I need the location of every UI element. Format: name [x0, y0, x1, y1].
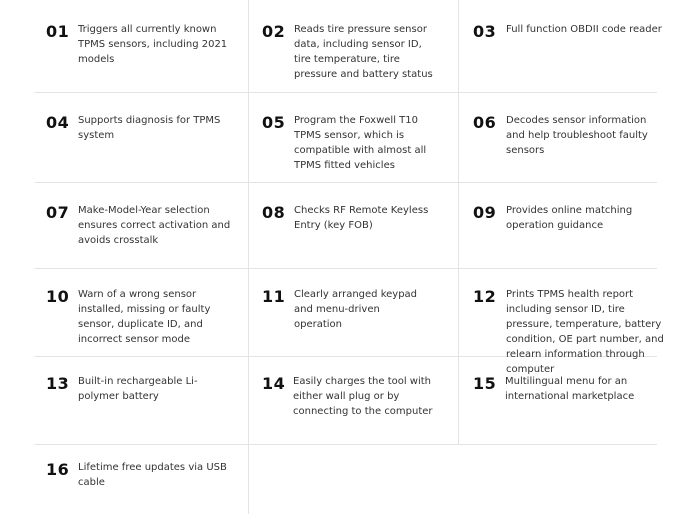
feature-number: 11 — [262, 287, 286, 306]
feature-text: Supports diagnosis for TPMS system — [78, 115, 221, 141]
feature-number: 03 — [473, 22, 497, 41]
feature-text: Triggers all currently known TPMS sensors, including 2021 models — [78, 24, 228, 65]
feature-text: Warn of a wrong sensor installed, missing or faulty sensor, duplicate ID, and incorrect sensor mode — [78, 289, 211, 345]
feature-text: Built-in rechargeable Li-polymer battery — [78, 376, 198, 402]
feature-number: 13 — [46, 374, 70, 393]
feature-text: Easily charges the tool with either wall plug or by connecting to the computer — [293, 376, 433, 417]
feature-number: 10 — [46, 287, 70, 306]
row-divider — [35, 182, 657, 183]
feature-text: Provides online matching operation guidance — [506, 205, 633, 231]
row-divider — [35, 268, 657, 269]
feature-number: 15 — [473, 374, 497, 393]
feature-number: 07 — [46, 203, 70, 222]
feature-text: Prints TPMS health report including sensor ID, tire pressure, temperature, battery condition, OE part number, and relearn information through computer — [506, 289, 664, 375]
feature-number: 09 — [473, 203, 497, 222]
feature-number: 05 — [262, 113, 286, 132]
column-divider — [458, 0, 459, 445]
feature-number: 06 — [473, 113, 497, 132]
feature-number: 14 — [262, 374, 286, 393]
feature-text: Checks RF Remote Keyless Entry (key FOB) — [294, 205, 429, 231]
feature-text: Multilingual menu for an international marketplace — [505, 376, 635, 402]
column-divider — [248, 0, 249, 514]
feature-text: Reads tire pressure sensor data, including sensor ID, tire temperature, tire pressure and battery status — [294, 24, 433, 80]
feature-text: Full function OBDII code reader — [506, 24, 662, 35]
feature-text: Make-Model-Year selection ensures correct activation and avoids crosstalk — [78, 205, 231, 246]
row-divider — [35, 444, 657, 445]
feature-number: 12 — [473, 287, 497, 306]
row-divider — [35, 92, 657, 93]
feature-text: Decodes sensor information and help troubleshoot faulty sensors — [506, 115, 648, 156]
feature-text: Program the Foxwell T10 TPMS sensor, which is compatible with almost all TPMS fitted vehicles — [294, 115, 427, 171]
feature-text: Clearly arranged keypad and menu-driven operation — [294, 289, 418, 330]
feature-number: 08 — [262, 203, 286, 222]
feature-number: 02 — [262, 22, 286, 41]
feature-text: Lifetime free updates via USB cable — [78, 462, 227, 488]
feature-number: 04 — [46, 113, 70, 132]
feature-number: 16 — [46, 460, 70, 479]
feature-number: 01 — [46, 22, 70, 41]
